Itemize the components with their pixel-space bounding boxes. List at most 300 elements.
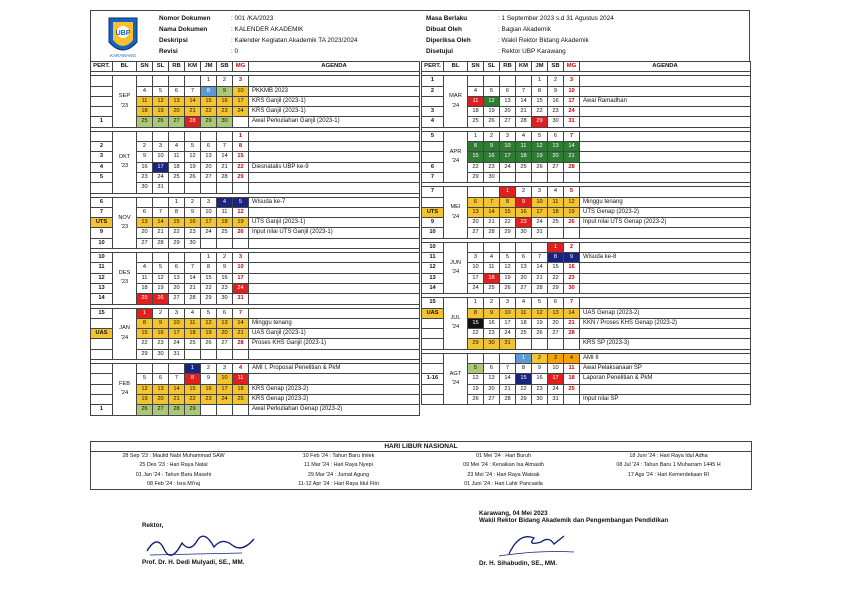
week-row bbox=[422, 228, 751, 238]
day-cell: 14 bbox=[169, 384, 185, 394]
handwritten-signature-right bbox=[479, 524, 599, 560]
day-cell: 25 bbox=[233, 394, 249, 404]
day-cell: 15 bbox=[516, 374, 532, 384]
day-cell bbox=[484, 353, 500, 363]
day-cell: 9 bbox=[516, 197, 532, 207]
day-cell bbox=[137, 253, 153, 263]
day-cell: 26 bbox=[185, 172, 201, 182]
week-number-cell: 5 bbox=[422, 131, 444, 141]
day-cell: 24 bbox=[548, 384, 564, 394]
day-cell: 5 bbox=[137, 374, 153, 384]
day-cell: 8 bbox=[137, 318, 153, 328]
meta-row bbox=[159, 46, 358, 57]
day-cell: 17 bbox=[564, 96, 580, 106]
agenda-cell bbox=[580, 131, 751, 141]
agenda-cell bbox=[249, 294, 420, 304]
week-row bbox=[91, 172, 420, 182]
day-cell: 13 bbox=[516, 263, 532, 273]
agenda-cell bbox=[580, 117, 751, 127]
day-cell: 26 bbox=[484, 117, 500, 127]
week-row bbox=[91, 197, 420, 207]
week-row bbox=[422, 364, 751, 374]
day-cell: 28 bbox=[500, 394, 516, 404]
day-cell: 23 bbox=[137, 172, 153, 182]
meta-key: Deskripsi bbox=[159, 37, 188, 44]
week-row bbox=[422, 384, 751, 394]
week-row bbox=[91, 107, 420, 117]
column-header: SN bbox=[137, 62, 153, 72]
day-cell: 26 bbox=[153, 117, 169, 127]
day-cell: 31 bbox=[548, 394, 564, 404]
agenda-cell: Proses KHS Ganjil (2023-1) bbox=[249, 339, 420, 349]
week-row bbox=[422, 187, 751, 197]
week-number-cell: 10 bbox=[422, 242, 444, 252]
day-cell bbox=[548, 228, 564, 238]
day-cell: 21 bbox=[233, 329, 249, 339]
column-header: SL bbox=[153, 62, 169, 72]
meta-value: : 1 September 2023 s.d 31 Agustus 2024 bbox=[498, 15, 614, 22]
day-cell: 8 bbox=[201, 263, 217, 273]
day-cell: 25 bbox=[484, 283, 500, 293]
week-number-cell: 4 bbox=[422, 117, 444, 127]
day-cell: 31 bbox=[153, 183, 169, 193]
week-row bbox=[422, 152, 751, 162]
day-cell: 16 bbox=[201, 384, 217, 394]
month-label: FEB '24 bbox=[113, 364, 137, 415]
agenda-cell bbox=[580, 228, 751, 238]
holiday-item: 11-12 Apr '24 : Hari Raya Idul Fitri bbox=[298, 480, 379, 487]
week-number-cell bbox=[422, 353, 444, 363]
day-cell: 18 bbox=[233, 384, 249, 394]
day-cell: 20 bbox=[217, 329, 233, 339]
week-row bbox=[422, 96, 751, 106]
day-cell: 19 bbox=[484, 107, 500, 117]
column-header: KM bbox=[516, 62, 532, 72]
day-cell: 29 bbox=[500, 228, 516, 238]
day-cell: 1 bbox=[500, 187, 516, 197]
week-row bbox=[91, 218, 420, 228]
day-cell: 29 bbox=[185, 405, 201, 415]
day-cell: 22 bbox=[137, 339, 153, 349]
agenda-cell bbox=[580, 162, 751, 172]
day-cell: 22 bbox=[516, 384, 532, 394]
month-label: JUN '24 bbox=[444, 242, 468, 293]
column-header: AGENDA bbox=[249, 62, 420, 72]
day-cell: 21 bbox=[153, 228, 169, 238]
day-cell: 28 bbox=[484, 228, 500, 238]
agenda-cell bbox=[249, 374, 420, 384]
day-cell: 28 bbox=[532, 283, 548, 293]
day-cell: 6 bbox=[548, 298, 564, 308]
holidays-title: HARI LIBUR NASIONAL bbox=[91, 442, 751, 452]
day-cell: 15 bbox=[500, 207, 516, 217]
day-cell: 5 bbox=[484, 86, 500, 96]
week-row bbox=[91, 253, 420, 263]
agenda-cell bbox=[580, 86, 751, 96]
agenda-cell bbox=[249, 152, 420, 162]
week-number-cell: 4 bbox=[91, 162, 113, 172]
day-cell bbox=[153, 76, 169, 86]
day-cell bbox=[217, 183, 233, 193]
day-cell: 24 bbox=[201, 228, 217, 238]
week-number-cell: UTS bbox=[422, 207, 444, 217]
meta-value: : Rektor UBP Karawang bbox=[498, 48, 566, 55]
day-cell bbox=[137, 197, 153, 207]
column-header: JM bbox=[201, 62, 217, 72]
agenda-cell: Input nilai UTS Ganjil (2023-1) bbox=[249, 228, 420, 238]
week-number-cell: 11 bbox=[422, 253, 444, 263]
week-row bbox=[91, 86, 420, 96]
day-cell: 5 bbox=[500, 253, 516, 263]
month-label: JAN '24 bbox=[113, 308, 137, 359]
day-cell: 5 bbox=[468, 364, 484, 374]
agenda-cell: AMI I, Proposal Penelitian & PkM bbox=[249, 364, 420, 374]
holiday-item: 01 Mei '24 : Hari Buruh bbox=[476, 453, 531, 459]
week-number-cell bbox=[91, 86, 113, 96]
agenda-cell: Awal Ramadhan bbox=[580, 96, 751, 106]
signature-right bbox=[479, 510, 668, 567]
day-cell: 13 bbox=[217, 318, 233, 328]
day-cell bbox=[548, 339, 564, 349]
holiday-column bbox=[256, 452, 421, 489]
day-cell: 11 bbox=[233, 374, 249, 384]
day-cell: 4 bbox=[233, 364, 249, 374]
day-cell: 2 bbox=[484, 298, 500, 308]
month-label: DES '23 bbox=[113, 253, 137, 304]
day-cell: 30 bbox=[484, 339, 500, 349]
day-cell: 6 bbox=[500, 86, 516, 96]
agenda-cell bbox=[580, 152, 751, 162]
day-cell: 1 bbox=[201, 76, 217, 86]
week-number-cell: 3 bbox=[422, 107, 444, 117]
agenda-cell bbox=[249, 308, 420, 318]
day-cell: 6 bbox=[137, 207, 153, 217]
day-cell: 3 bbox=[500, 131, 516, 141]
day-cell: 5 bbox=[564, 187, 580, 197]
day-cell bbox=[532, 339, 548, 349]
week-row bbox=[422, 131, 751, 141]
day-cell: 2 bbox=[185, 197, 201, 207]
meta-row bbox=[159, 13, 358, 24]
day-cell bbox=[185, 183, 201, 193]
day-cell: 22 bbox=[201, 283, 217, 293]
day-cell: 11 bbox=[484, 263, 500, 273]
day-cell: 2 bbox=[484, 131, 500, 141]
day-cell: 15 bbox=[233, 152, 249, 162]
day-cell: 18 bbox=[548, 207, 564, 217]
day-cell: 1 bbox=[201, 253, 217, 263]
day-cell: 21 bbox=[516, 107, 532, 117]
week-number-cell bbox=[422, 329, 444, 339]
day-cell: 2 bbox=[564, 242, 580, 252]
day-cell: 23 bbox=[484, 329, 500, 339]
week-row bbox=[91, 405, 420, 415]
meta-key: Nomor Dokumen bbox=[159, 15, 211, 22]
week-number-cell: 15 bbox=[422, 298, 444, 308]
day-cell bbox=[532, 242, 548, 252]
day-cell: 19 bbox=[233, 218, 249, 228]
day-cell: 18 bbox=[185, 329, 201, 339]
day-cell: 1 bbox=[185, 364, 201, 374]
day-cell: 27 bbox=[468, 228, 484, 238]
day-cell: 8 bbox=[201, 86, 217, 96]
day-cell: 31 bbox=[169, 349, 185, 359]
day-cell: 15 bbox=[137, 329, 153, 339]
svg-text:UBP: UBP bbox=[115, 30, 131, 37]
day-cell: 17 bbox=[532, 207, 548, 217]
day-cell: 12 bbox=[153, 96, 169, 106]
day-cell: 27 bbox=[484, 394, 500, 404]
day-cell bbox=[201, 405, 217, 415]
day-cell: 12 bbox=[532, 142, 548, 152]
day-cell: 11 bbox=[137, 96, 153, 106]
day-cell bbox=[484, 242, 500, 252]
day-cell: 26 bbox=[137, 405, 153, 415]
day-cell bbox=[532, 172, 548, 182]
day-cell: 25 bbox=[169, 172, 185, 182]
day-cell: 10 bbox=[233, 86, 249, 96]
day-cell: 16 bbox=[516, 207, 532, 217]
day-cell: 27 bbox=[169, 294, 185, 304]
agenda-cell bbox=[249, 172, 420, 182]
signer-title-right: Wakil Rektor Bidang Akademik dan Pengembangan Pendidikan bbox=[479, 517, 669, 524]
week-number-cell bbox=[422, 384, 444, 394]
signer-name-right: Dr. H. Sihabudin, SE., MM. bbox=[479, 560, 558, 567]
day-cell: 5 bbox=[153, 86, 169, 96]
day-cell: 24 bbox=[500, 162, 516, 172]
day-cell: 31 bbox=[500, 339, 516, 349]
day-cell: 20 bbox=[169, 107, 185, 117]
day-cell: 12 bbox=[201, 318, 217, 328]
day-cell: 19 bbox=[185, 162, 201, 172]
day-cell: 16 bbox=[153, 329, 169, 339]
day-cell: 27 bbox=[137, 238, 153, 248]
day-cell: 9 bbox=[548, 86, 564, 96]
day-cell bbox=[185, 349, 201, 359]
day-cell: 25 bbox=[185, 339, 201, 349]
agenda-cell: PKKMB 2023 bbox=[249, 86, 420, 96]
week-row bbox=[422, 253, 751, 263]
week-number-cell bbox=[422, 142, 444, 152]
day-cell: 9 bbox=[185, 207, 201, 217]
day-cell: 19 bbox=[468, 384, 484, 394]
day-cell: 15 bbox=[468, 318, 484, 328]
day-cell bbox=[564, 228, 580, 238]
holiday-item: 01 Jan '24 : Tahun Baru Masehi bbox=[135, 471, 212, 478]
day-cell: 11 bbox=[217, 207, 233, 217]
handwritten-signature-left bbox=[142, 529, 262, 559]
day-cell bbox=[169, 131, 185, 141]
day-cell bbox=[217, 405, 233, 415]
day-cell: 20 bbox=[137, 228, 153, 238]
holiday-item: 25 Des '23 : Hari Raya Natal bbox=[139, 462, 208, 469]
day-cell: 10 bbox=[564, 86, 580, 96]
day-cell: 29 bbox=[468, 172, 484, 182]
week-number-cell: 7 bbox=[91, 207, 113, 217]
day-cell: 28 bbox=[153, 238, 169, 248]
day-cell: 10 bbox=[548, 364, 564, 374]
day-cell: 13 bbox=[169, 96, 185, 106]
week-number-cell bbox=[422, 318, 444, 328]
day-cell: 20 bbox=[500, 107, 516, 117]
header-right-meta bbox=[426, 13, 614, 57]
day-cell: 29 bbox=[516, 394, 532, 404]
day-cell: 28 bbox=[217, 172, 233, 182]
week-number-cell: 10 bbox=[91, 253, 113, 263]
week-number-cell bbox=[91, 384, 113, 394]
week-row bbox=[422, 353, 751, 363]
day-cell: 21 bbox=[564, 318, 580, 328]
week-number-cell bbox=[422, 364, 444, 374]
week-row bbox=[422, 86, 751, 96]
day-cell: 8 bbox=[169, 207, 185, 217]
table-header-row bbox=[422, 62, 751, 72]
day-cell bbox=[169, 253, 185, 263]
holiday-item: 08 Feb '24 : Isra Mi'raj bbox=[147, 480, 200, 487]
week-row bbox=[422, 172, 751, 182]
agenda-cell bbox=[249, 349, 420, 359]
week-row bbox=[91, 117, 420, 127]
week-row bbox=[91, 152, 420, 162]
agenda-cell: Minggu tenang bbox=[249, 318, 420, 328]
day-cell: 13 bbox=[169, 273, 185, 283]
day-cell: 24 bbox=[468, 283, 484, 293]
calendar-table-right bbox=[421, 61, 751, 405]
week-number-cell bbox=[91, 394, 113, 404]
column-header: SB bbox=[217, 62, 233, 72]
day-cell: 18 bbox=[484, 273, 500, 283]
day-cell: 16 bbox=[564, 263, 580, 273]
day-cell: 11 bbox=[516, 308, 532, 318]
agenda-cell: UAS Ganjil (2023-1) bbox=[249, 329, 420, 339]
day-cell: 9 bbox=[217, 86, 233, 96]
week-number-cell bbox=[91, 131, 113, 141]
day-cell: 17 bbox=[201, 218, 217, 228]
month-label: NOV '23 bbox=[113, 197, 137, 248]
day-cell: 19 bbox=[532, 152, 548, 162]
day-cell: 1 bbox=[516, 353, 532, 363]
week-row bbox=[422, 308, 751, 318]
day-cell: 4 bbox=[217, 197, 233, 207]
day-cell: 23 bbox=[185, 228, 201, 238]
week-number-cell bbox=[91, 76, 113, 86]
week-row bbox=[422, 374, 751, 384]
column-header: PERT. bbox=[422, 62, 444, 72]
day-cell: 10 bbox=[153, 152, 169, 162]
day-cell: 20 bbox=[153, 394, 169, 404]
day-cell: 7 bbox=[532, 253, 548, 263]
week-number-cell bbox=[91, 364, 113, 374]
week-number-cell bbox=[91, 349, 113, 359]
week-number-cell: 7 bbox=[422, 187, 444, 197]
day-cell: 18 bbox=[137, 283, 153, 293]
day-cell: 21 bbox=[169, 394, 185, 404]
agenda-cell bbox=[580, 142, 751, 152]
day-cell bbox=[217, 131, 233, 141]
agenda-cell: Input nilai SP bbox=[580, 394, 751, 404]
calendar-panel-right bbox=[421, 61, 750, 405]
day-cell: 22 bbox=[468, 329, 484, 339]
day-cell bbox=[169, 364, 185, 374]
day-cell: 23 bbox=[201, 394, 217, 404]
column-header: KM bbox=[185, 62, 201, 72]
day-cell: 10 bbox=[201, 207, 217, 217]
meta-key: Revisi bbox=[159, 48, 178, 55]
day-cell: 16 bbox=[532, 374, 548, 384]
day-cell: 20 bbox=[516, 273, 532, 283]
day-cell: 3 bbox=[532, 187, 548, 197]
day-cell bbox=[233, 183, 249, 193]
day-cell: 20 bbox=[468, 218, 484, 228]
week-row bbox=[91, 283, 420, 293]
day-cell: 16 bbox=[484, 152, 500, 162]
week-number-cell bbox=[422, 152, 444, 162]
month-label: JUL '24 bbox=[444, 298, 468, 349]
week-number-cell: 3 bbox=[91, 152, 113, 162]
week-number-cell: 12 bbox=[91, 273, 113, 283]
day-cell bbox=[468, 242, 484, 252]
day-cell: 30 bbox=[532, 394, 548, 404]
day-cell: 23 bbox=[153, 339, 169, 349]
day-cell: 2 bbox=[532, 353, 548, 363]
day-cell: 14 bbox=[564, 142, 580, 152]
day-cell: 4 bbox=[137, 86, 153, 96]
column-header: MG bbox=[233, 62, 249, 72]
meta-key: Dibuat Oleh bbox=[426, 26, 462, 33]
week-number-cell: 1 bbox=[422, 76, 444, 86]
day-cell: 17 bbox=[169, 329, 185, 339]
week-row bbox=[422, 283, 751, 293]
month-label: APR '24 bbox=[444, 131, 468, 182]
holidays-box bbox=[90, 441, 752, 490]
agenda-cell: KKN / Proses KHS Genap (2023-2) bbox=[580, 318, 751, 328]
week-number-cell bbox=[422, 96, 444, 106]
day-cell: 15 bbox=[468, 152, 484, 162]
day-cell: 25 bbox=[516, 162, 532, 172]
agenda-cell: Input nilai UTS Genap (2023-2) bbox=[580, 218, 751, 228]
holiday-column bbox=[586, 452, 751, 489]
day-cell bbox=[516, 339, 532, 349]
day-cell: 10 bbox=[233, 263, 249, 273]
day-cell: 24 bbox=[564, 107, 580, 117]
agenda-cell: Awal Pelaksanaan SP bbox=[580, 364, 751, 374]
holiday-item: 18 Juni '24 : Hari Raya Idul Adha bbox=[629, 453, 708, 459]
day-cell: 14 bbox=[484, 207, 500, 217]
agenda-cell bbox=[249, 131, 420, 141]
day-cell bbox=[153, 197, 169, 207]
week-number-cell: 6 bbox=[422, 162, 444, 172]
day-cell: 24 bbox=[169, 339, 185, 349]
day-cell: 16 bbox=[548, 96, 564, 106]
day-cell: 26 bbox=[532, 162, 548, 172]
day-cell: 29 bbox=[137, 349, 153, 359]
day-cell: 23 bbox=[484, 162, 500, 172]
day-cell: 17 bbox=[468, 273, 484, 283]
day-cell: 15 bbox=[169, 218, 185, 228]
day-cell: 16 bbox=[185, 218, 201, 228]
day-cell: 10 bbox=[500, 308, 516, 318]
week-row bbox=[91, 273, 420, 283]
day-cell bbox=[153, 131, 169, 141]
day-cell: 8 bbox=[233, 142, 249, 152]
day-cell bbox=[516, 242, 532, 252]
day-cell: 19 bbox=[201, 329, 217, 339]
day-cell: 27 bbox=[153, 405, 169, 415]
day-cell: 7 bbox=[564, 298, 580, 308]
meta-value: : 001 /KA/2023 bbox=[231, 15, 274, 22]
meta-key: Diperiksa Oleh bbox=[426, 37, 471, 44]
day-cell bbox=[185, 253, 201, 263]
